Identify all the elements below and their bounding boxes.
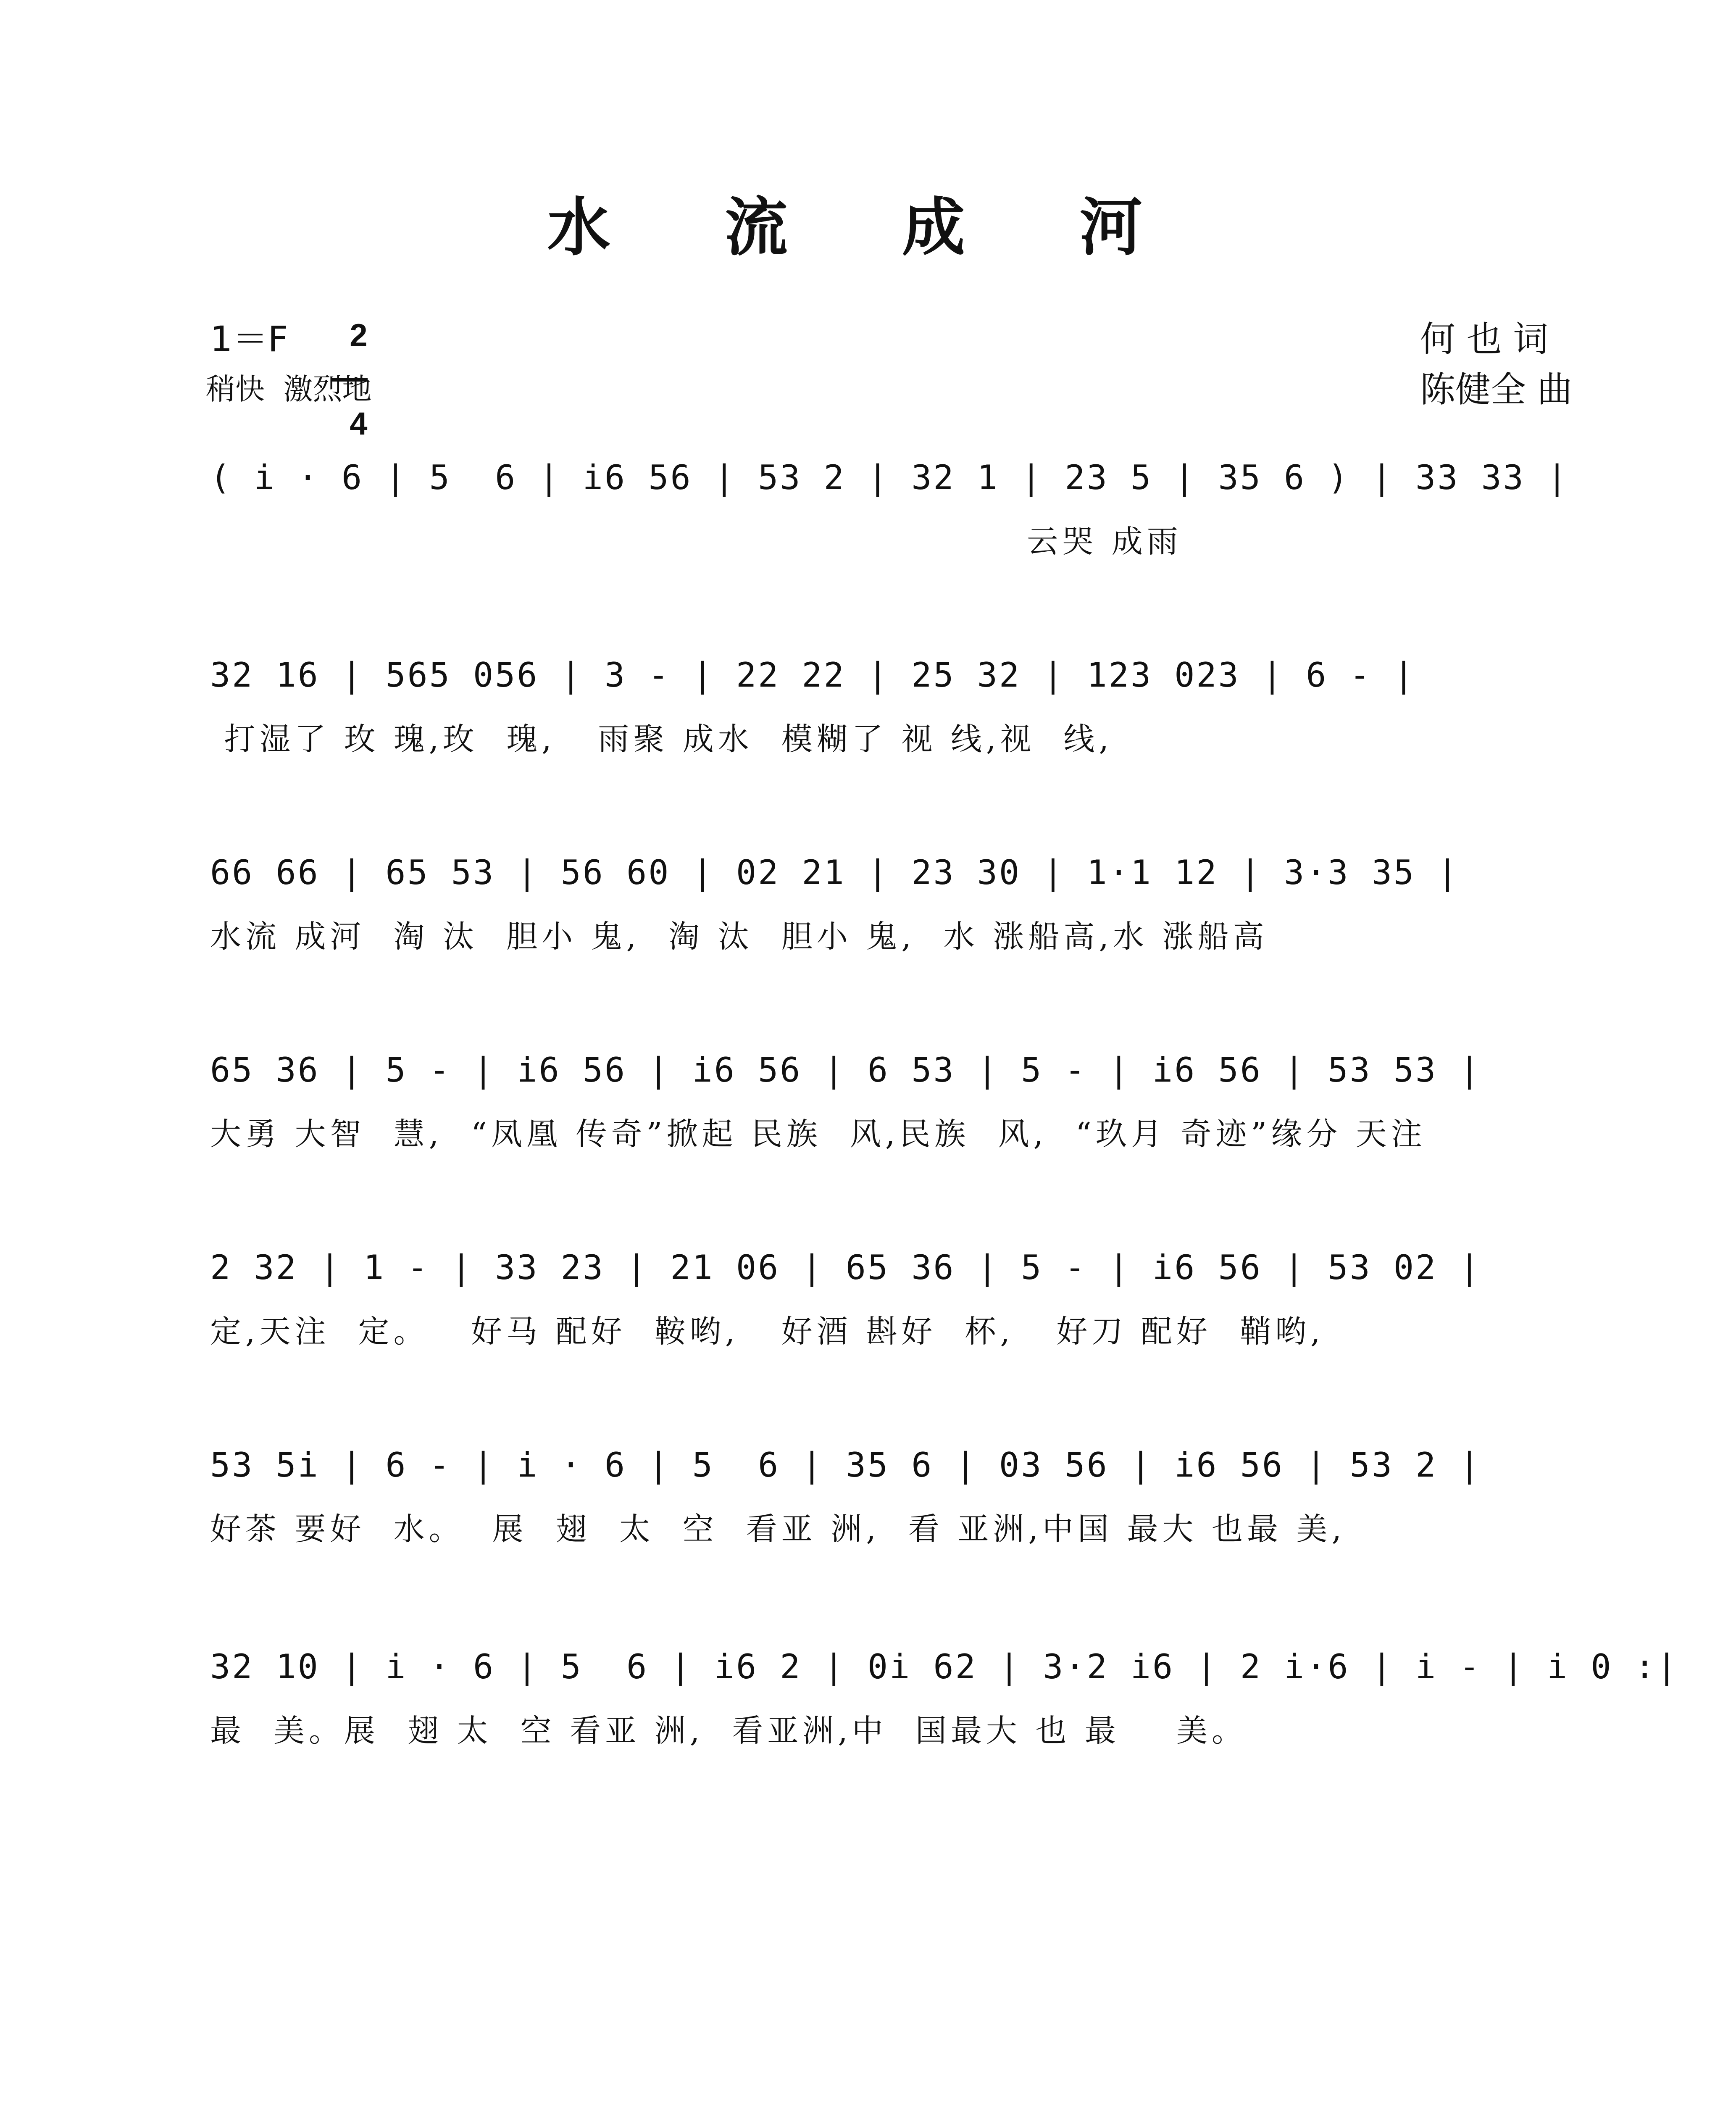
page-title: 水 流 成 河 [547, 190, 1189, 264]
score-line-3-notes: 66 66 | 65 53 | 56 60 | 02 21 | 23 30 | 1·1 12 | 3·3 35 | [210, 853, 1460, 892]
composer: 陈健全 曲 [1420, 369, 1573, 410]
score-line-1-lyrics: 云哭 成雨 [210, 524, 1182, 560]
score-line-6-notes: 53 5i | 6 - | i · 6 | 5 6 | 35 6 | 03 56 | i6 56 | 53 2 | [210, 1445, 1481, 1485]
score-line-4-notes: 65 36 | 5 - | i6 56 | i6 56 | 6 53 | 5 - | i6 56 | 53 53 | [210, 1050, 1481, 1090]
score-line-7-notes: 32 10 | i · 6 | 5 6 | i6 2 | 0i 62 | 3·2 i6 | 2 i·6 | i - | i 0 :| [210, 1647, 1678, 1686]
score-line-7-lyrics: 最 美。展 翅 太 空 看亚 洲, 看亚洲,中 国最大 也 最 美。 [210, 1713, 1247, 1749]
score-line-1-notes: ( i · 6 | 5 6 | i6 56 | 53 2 | 32 1 | 23 5 | 35 6 ) | 33 33 | [210, 458, 1569, 497]
score-line-4-lyrics: 大勇 大智 慧, “凤凰 传奇”掀起 民族 风,民族 风, “玖月 奇迹”缘分 天注 [210, 1116, 1426, 1152]
time-signature-top: 2 [350, 318, 368, 353]
key-signature: 1＝F [210, 319, 288, 360]
time-signature-bottom: 4 [350, 406, 368, 442]
score-line-5-lyrics: 定,天注 定。 好马 配好 鞍哟, 好酒 斟好 杯, 好刀 配好 鞘哟, [210, 1314, 1325, 1350]
score-line-6-lyrics: 好茶 要好 水。 展 翅 太 空 看亚 洲, 看 亚洲,中国 最大 也最 美, [210, 1511, 1346, 1547]
score-line-2-lyrics: 打湿了 玫 瑰,玫 瑰, 雨聚 成水 模糊了 视 线,视 线, [210, 721, 1113, 757]
score-line-3-lyrics: 水流 成河 淘 汰 胆小 鬼, 淘 汰 胆小 鬼, 水 涨船高,水 涨船高 [210, 919, 1268, 955]
score-line-5-notes: 2 32 | 1 - | 33 23 | 21 06 | 65 36 | 5 - | i6 56 | 53 02 | [210, 1248, 1481, 1287]
tempo-marking: 稍快 激烈地 [206, 372, 372, 406]
score-line-2-notes: 32 16 | 565 056 | 3 - | 22 22 | 25 32 | 123 023 | 6 - | [210, 656, 1416, 695]
lyricist: 何 也 词 [1420, 319, 1549, 360]
